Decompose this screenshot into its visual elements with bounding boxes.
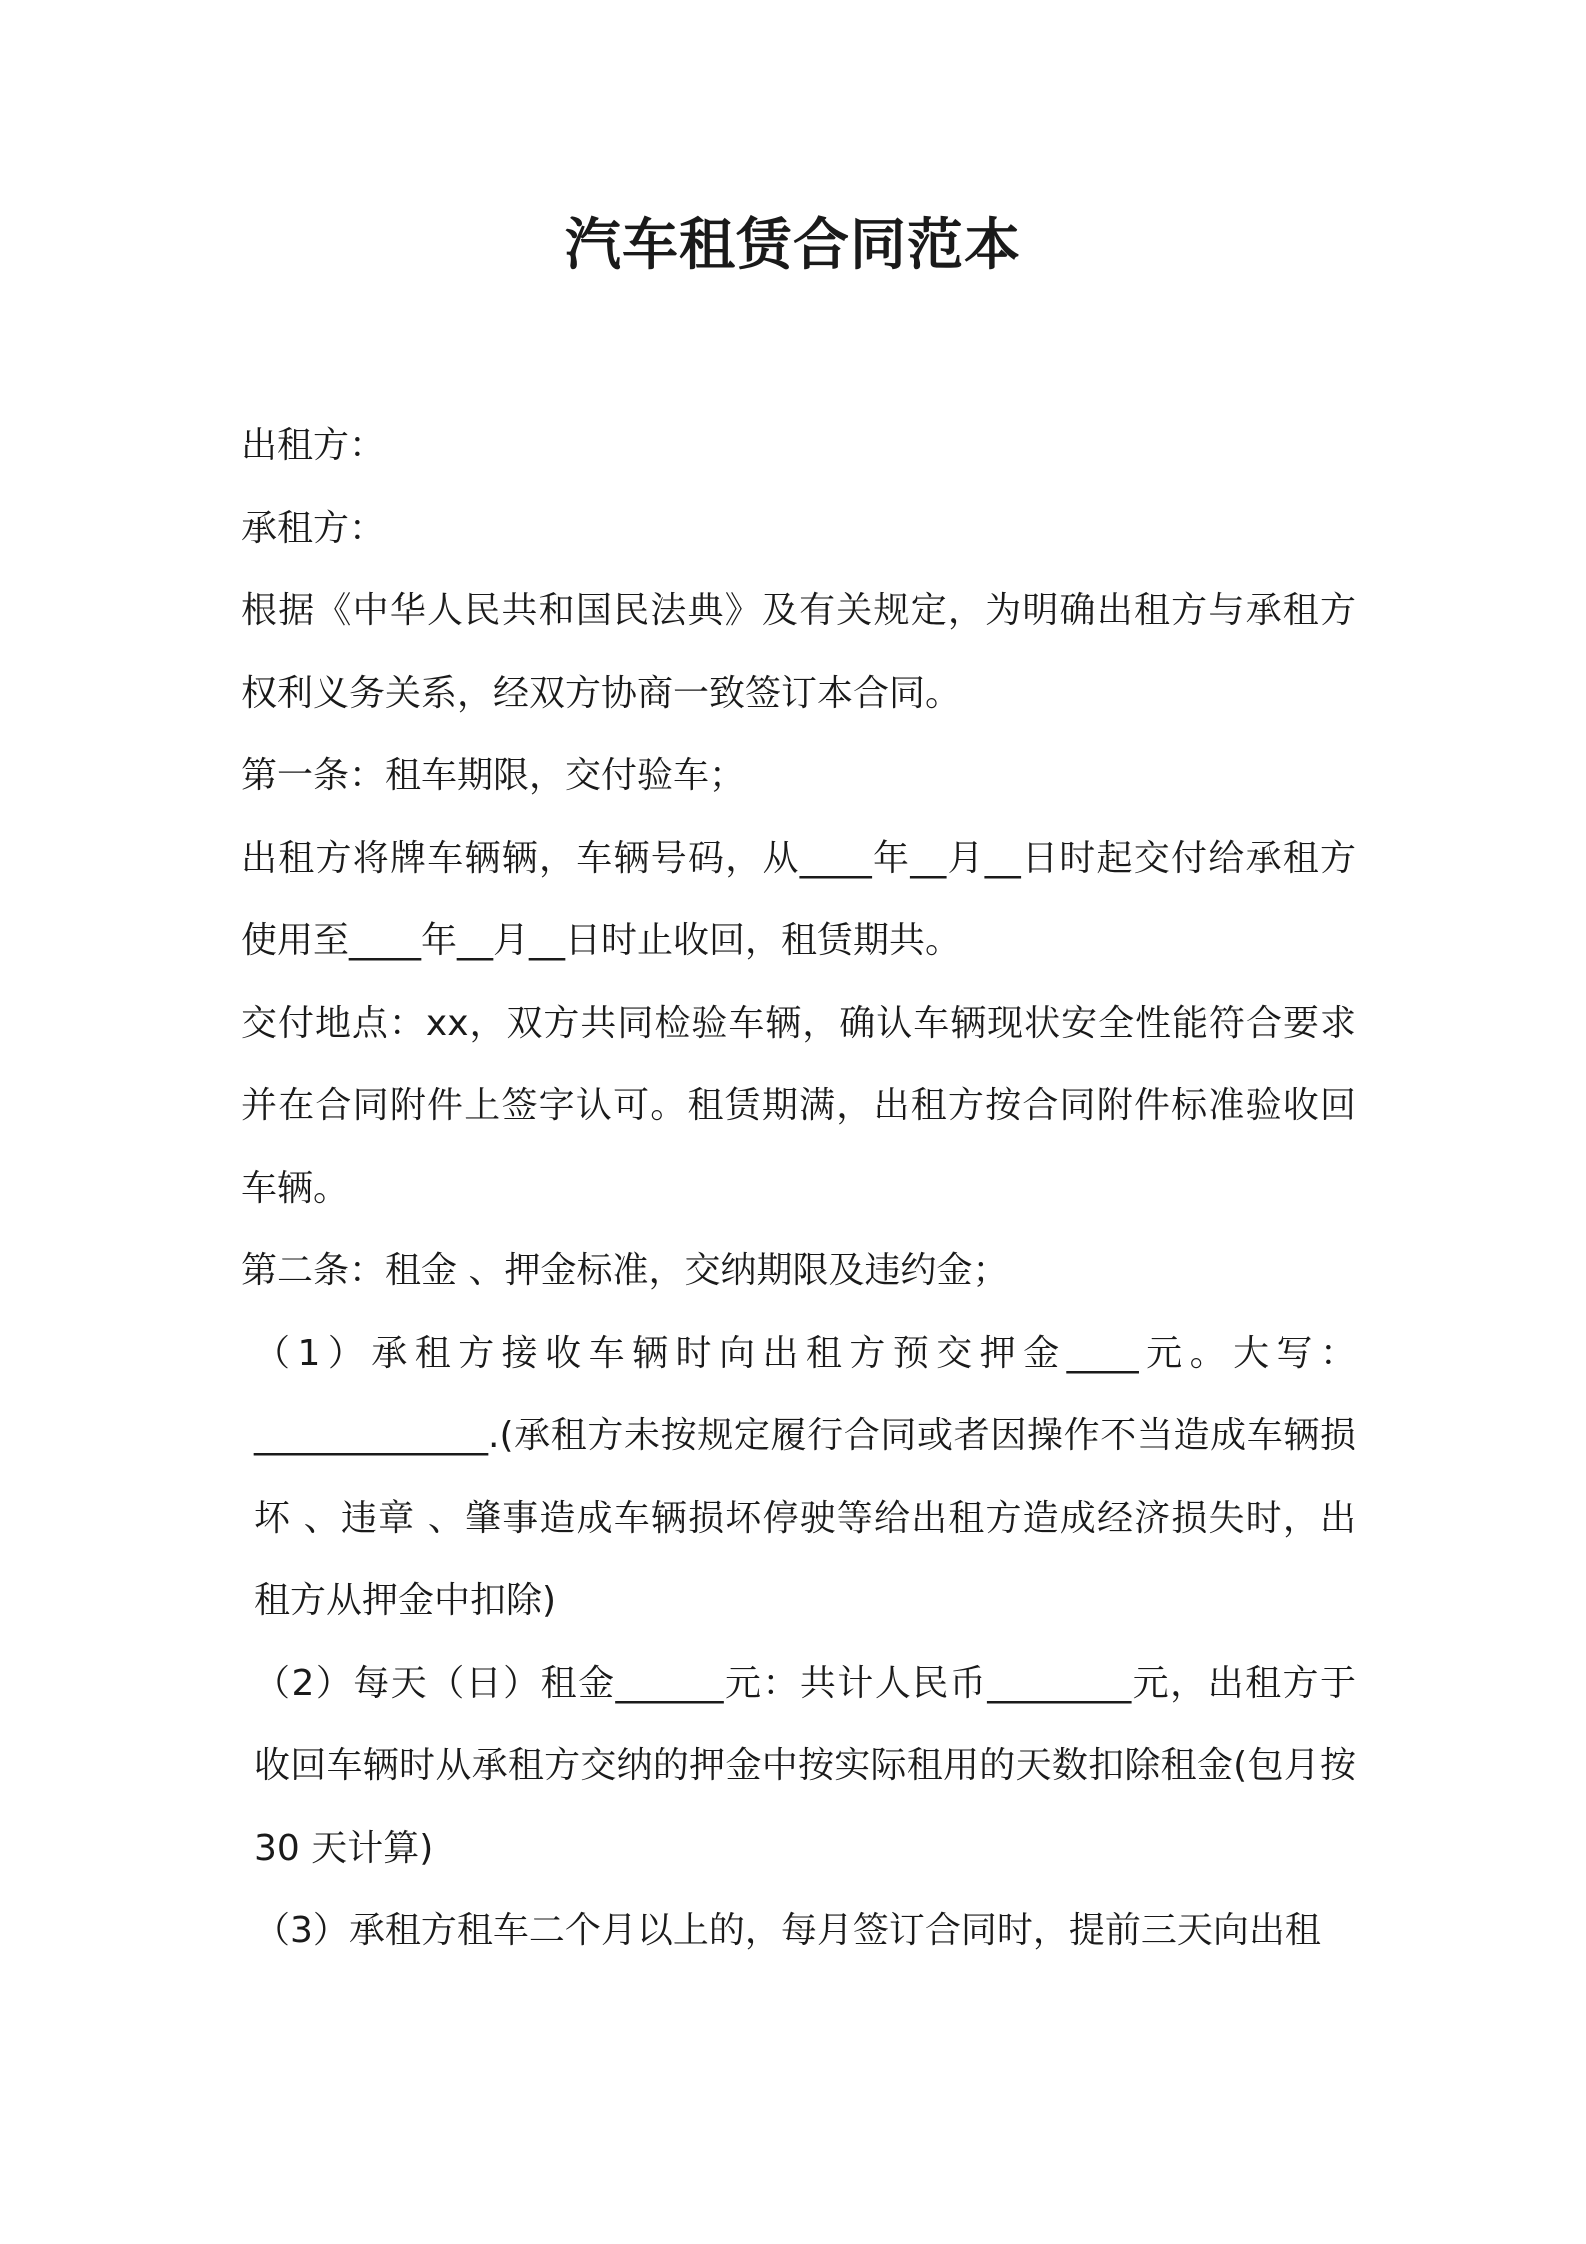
article-2-item-1: （1）承租方接收车辆时向出租方预交押金____元。大写：_____________.(承租方未按规定履行合同或者因操作不当造成车辆损坏 、违章 、肇事造成车辆损坏停驶等给出租方造成经济损失时，出租方从押金中扣除) bbox=[254, 1332, 1356, 1621]
document-body bbox=[241, 405, 1368, 1973]
article-1-delivery-paragraph: 交付地点：xx，双方共同检验车辆，确认车辆现状安全性能符合要求并在合同附件上签字认可。租赁期满，出租方按合同附件标准验收回车辆。 bbox=[241, 1002, 1356, 1209]
article-2-heading: 第二条：租金 、押金标准，交纳期限及违约金； bbox=[241, 1250, 1009, 1291]
article-1-heading: 第一条：租车期限，交付验车； bbox=[241, 755, 746, 796]
preamble-paragraph: 根据《中华人民共和国民法典》及有关规定，为明确出租方与承租方权利义务关系，经双方协商一致签订本合同。 bbox=[241, 590, 1356, 714]
article-2-item-2: （2）每天（日）租金______元：共计人民币________元，出租方于收回车辆时从承租方交纳的押金中按实际租用的天数扣除租金(包月按 30 天计算) bbox=[254, 1662, 1368, 1869]
article-1-term-paragraph: 出租方将牌车辆辆，车辆号码，从____年__月__日时起交付给承租方使用至____年__月__日时止收回，租赁期共。 bbox=[241, 837, 1356, 961]
lessor-line: 出租方： bbox=[241, 425, 386, 466]
article-2-item-3: （3）承租方租车二个月以上的，每月签订合同时，提前三天向出租 bbox=[254, 1910, 1321, 1951]
lessee-line: 承租方： bbox=[241, 507, 386, 549]
document-title: 汽车租赁合同范本 bbox=[565, 213, 1021, 278]
